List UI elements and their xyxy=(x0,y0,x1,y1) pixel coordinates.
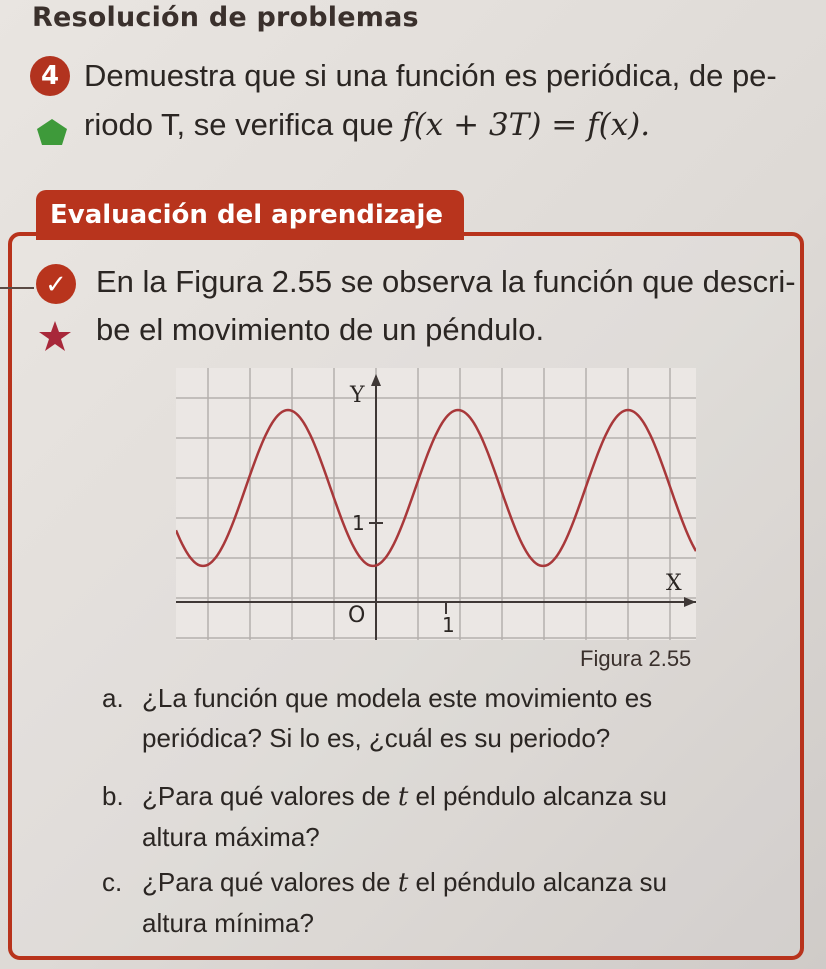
question-text: altura mínima? xyxy=(142,908,314,938)
problem-4-formula: f(x + 3T) = f(x). xyxy=(402,107,651,143)
figure-caption: Figura 2.55 xyxy=(580,646,692,671)
x-axis-label: X xyxy=(666,571,682,596)
divider-line xyxy=(0,287,34,289)
pendulum-graph xyxy=(176,368,696,640)
problem-number-badge: 4 xyxy=(30,56,70,96)
question-text: ¿Para qué valores de xyxy=(142,781,398,811)
question-text: el péndulo alcanza su xyxy=(408,867,668,897)
x-tick-label: 1 xyxy=(442,613,455,637)
problem-4-text-line1: Demuestra que si una función es periódica, de pe- xyxy=(84,58,777,93)
green-pentagon-icon xyxy=(36,118,68,146)
question-b xyxy=(102,776,667,857)
evaluation-banner: Evaluación del aprendizaje xyxy=(36,190,464,240)
y-tick-label: 1 xyxy=(352,511,365,535)
evaluation-text-line1: En la Figura 2.55 se observa la función que descri- xyxy=(96,264,796,299)
check-icon: ✓ xyxy=(36,264,76,304)
question-text: periódica? Si lo es, ¿cuál es su periodo? xyxy=(142,723,611,753)
question-letter: c. xyxy=(102,867,123,897)
question-text: ¿La función que modela este movimiento es xyxy=(142,683,653,713)
evaluation-text-line2: be el movimiento de un péndulo. xyxy=(96,312,545,347)
question-letter: a. xyxy=(102,683,124,713)
question-c xyxy=(102,862,667,943)
question-letter: b. xyxy=(102,781,124,811)
question-a xyxy=(102,678,652,758)
variable-t: t xyxy=(397,868,409,898)
question-text: ¿Para qué valores de xyxy=(142,867,398,897)
red-star-icon xyxy=(38,320,72,352)
problem-4-text: riodo T, se verifica que xyxy=(84,107,394,142)
question-text: el péndulo alcanza su xyxy=(408,781,668,811)
y-axis-label: Y xyxy=(350,383,365,408)
problem-4-text-line2 xyxy=(84,107,650,143)
origin-label: O xyxy=(348,603,366,628)
variable-t: t xyxy=(397,782,409,812)
question-text: altura máxima? xyxy=(142,822,320,852)
section-title: Resolución de problemas xyxy=(32,2,419,33)
